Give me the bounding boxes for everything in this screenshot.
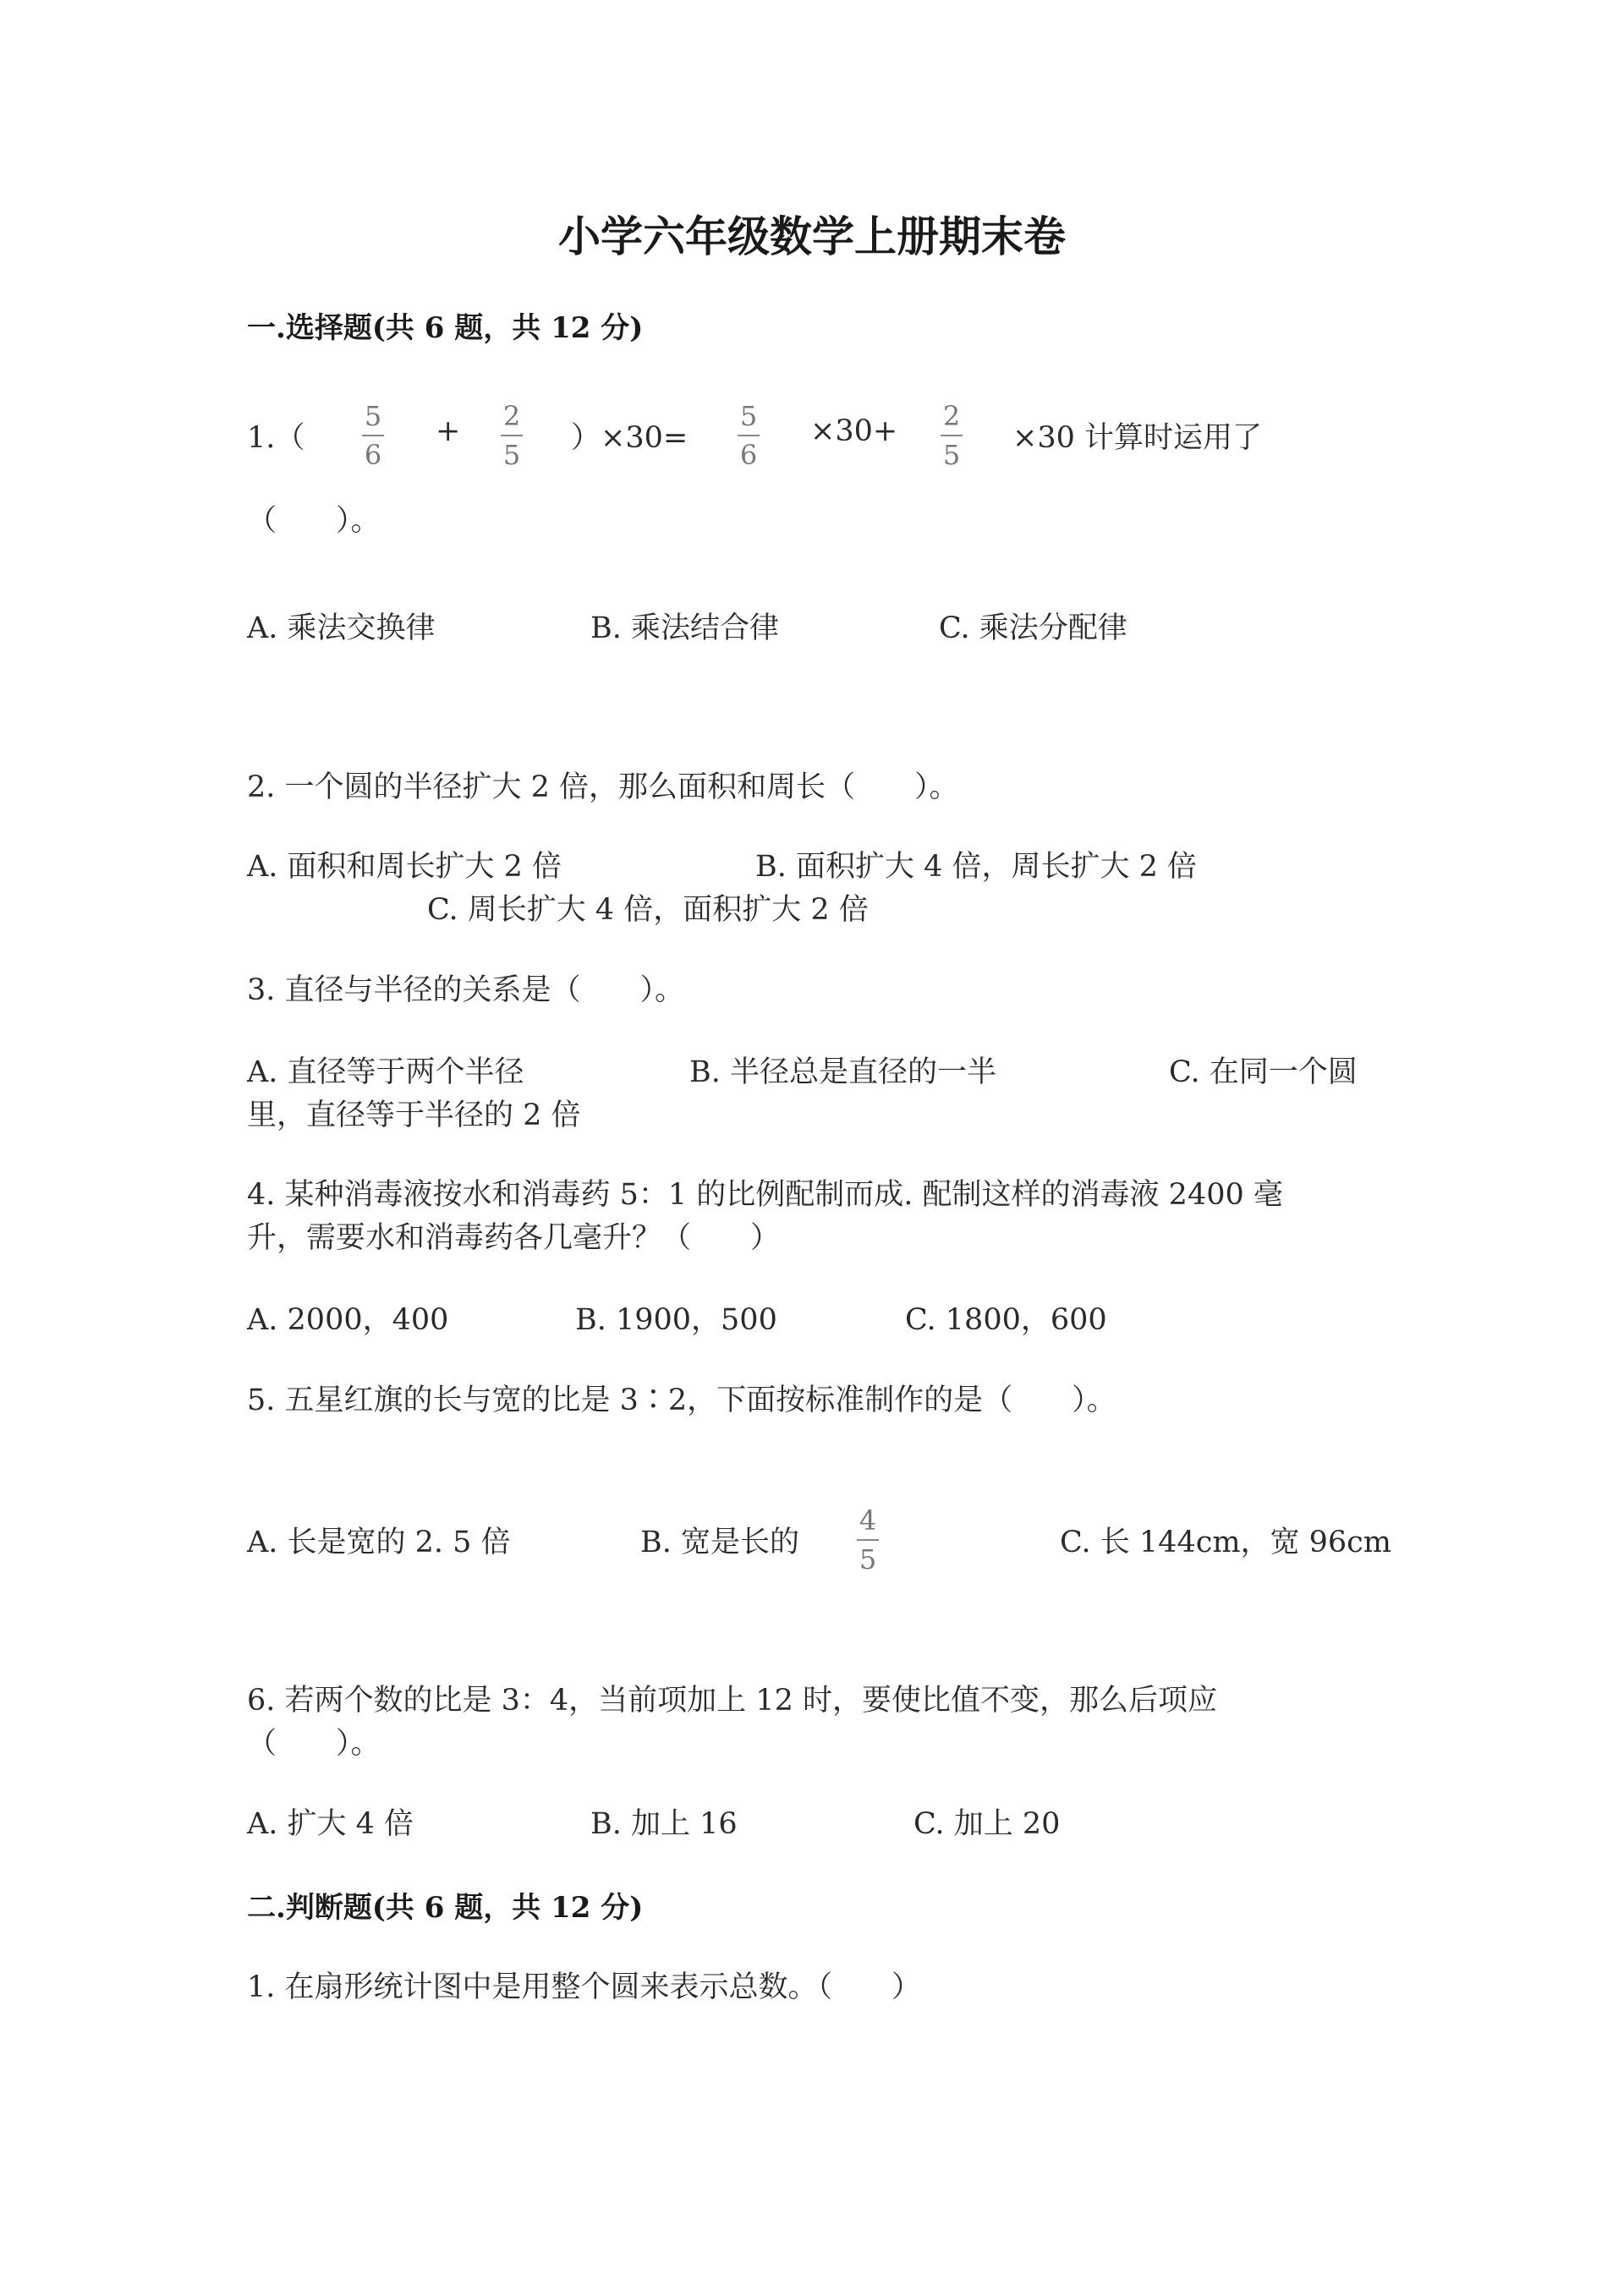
q4-stem-line2: 升，需要水和消毒药各几毫升？（ ） (247, 1221, 781, 1255)
fraction-4-5 (857, 1504, 879, 1575)
q2-option-c[interactable]: C. 周长扩大 4 倍，面积扩大 2 倍 (427, 893, 869, 927)
numerator: 5 (739, 400, 758, 432)
plus-sign: + (436, 414, 461, 448)
numerator: 2 (502, 400, 521, 432)
fraction-bar (501, 435, 523, 436)
q3-option-c-cont: 里，直径等于半径的 2 倍 (247, 1099, 581, 1132)
q6-stem-line1: 6. 若两个数的比是 3：4，当前项加上 12 时，要使比值不变，那么后项应 (247, 1684, 1217, 1718)
q5-option-a[interactable]: A. 长是宽的 2. 5 倍 (247, 1526, 511, 1559)
page-title: 小学六年级数学上册期末卷 (558, 211, 1066, 261)
q2-option-b[interactable]: B. 面积扩大 4 倍，周长扩大 2 倍 (755, 850, 1198, 884)
q3-stem: 3. 直径与半径的关系是（ ）。 (247, 973, 685, 1007)
denominator: 6 (739, 439, 758, 471)
fraction-2-5-b (941, 400, 963, 471)
denominator: 6 (364, 439, 382, 471)
denominator: 5 (942, 439, 961, 471)
fraction-bar (941, 435, 963, 436)
q2-option-a[interactable]: A. 面积和周长扩大 2 倍 (247, 850, 562, 884)
q1-tail: ×30 计算时运用了 (1012, 421, 1262, 455)
numerator: 2 (942, 400, 961, 432)
fraction-5-6-a (362, 400, 384, 471)
judgment-1-stem: 1. 在扇形统计图中是用整个圆来表示总数。（ ） (247, 1970, 922, 2004)
q3-option-b[interactable]: B. 半径总是直径的一半 (689, 1055, 996, 1089)
q4-option-c[interactable]: C. 1800，600 (905, 1303, 1107, 1337)
fraction-5-6-b (738, 400, 760, 471)
section-1-heading: 一.选择题(共 6 题，共 12 分) (247, 311, 644, 345)
q1-mid: ）×30= (571, 421, 689, 455)
q6-stem-line2: （ ）。 (247, 1727, 381, 1761)
numerator: 5 (364, 400, 382, 432)
fraction-bar (738, 435, 760, 436)
q2-stem: 2. 一个圆的半径扩大 2 倍，那么面积和周长（ ）。 (247, 770, 959, 804)
q4-option-b[interactable]: B. 1900，500 (575, 1303, 777, 1337)
q1-option-a[interactable]: A. 乘法交换律 (247, 611, 436, 645)
q4-stem-line1: 4. 某种消毒液按水和消毒药 5：1 的比例配制而成. 配制这样的消毒液 2400 毫 (247, 1178, 1283, 1212)
fraction-bar (857, 1539, 879, 1541)
q3-option-c[interactable]: C. 在同一个圆 (1169, 1055, 1358, 1089)
q1-prefix: 1.（ (247, 421, 305, 455)
q1-times30plus: ×30+ (810, 414, 898, 448)
q6-option-c[interactable]: C. 加上 20 (914, 1807, 1061, 1841)
q6-option-b[interactable]: B. 加上 16 (590, 1807, 738, 1841)
q1-option-c[interactable]: C. 乘法分配律 (939, 611, 1127, 645)
denominator: 5 (859, 1543, 877, 1575)
q6-option-a[interactable]: A. 扩大 4 倍 (247, 1807, 414, 1841)
q5-option-b[interactable]: B. 宽是长的 (640, 1526, 799, 1559)
q4-option-a[interactable]: A. 2000，400 (247, 1303, 449, 1337)
fraction-2-5-a (501, 400, 523, 471)
q1-blank: （ ）。 (247, 504, 381, 538)
denominator: 5 (502, 439, 521, 471)
q5-stem: 5. 五星红旗的长与宽的比是 3∶2，下面按标准制作的是（ ）。 (247, 1384, 1116, 1417)
section-2-heading: 二.判断题(共 6 题，共 12 分) (247, 1891, 644, 1925)
numerator: 4 (859, 1504, 877, 1537)
q3-option-a[interactable]: A. 直径等于两个半径 (247, 1055, 524, 1089)
fraction-bar (362, 435, 384, 436)
q1-option-b[interactable]: B. 乘法结合律 (590, 611, 779, 645)
q5-option-c[interactable]: C. 长 144cm，宽 96cm (1060, 1526, 1391, 1559)
